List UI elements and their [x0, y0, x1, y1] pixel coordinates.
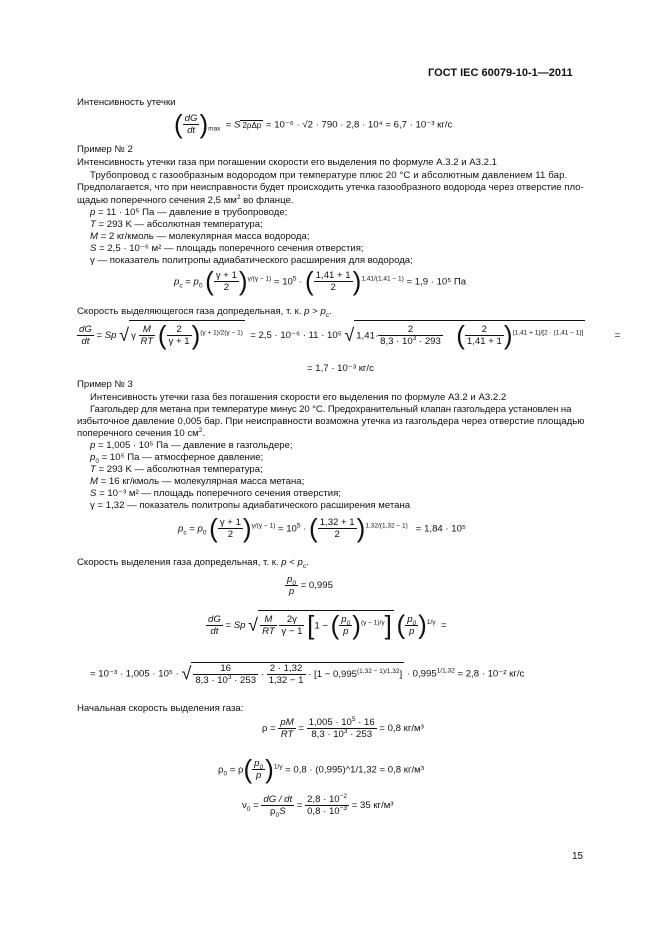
formula-3-end: =	[614, 329, 621, 341]
text-line: Интенсивность утечки	[77, 97, 176, 108]
formula-6-end: =	[440, 619, 447, 631]
param-t: T = 293 K — абсолютная температура;	[90, 219, 263, 230]
text-fragment: Скорость выделяющегося газа допредельная, т. к.	[77, 306, 305, 317]
formula-5: $\frac{p_0}{p}$ = 0,995	[287, 574, 333, 598]
text-fragment: = 11 · 10⁵ Па — давление в трубопроводе;	[95, 207, 288, 218]
formula-10: $\nu_0$ = $\frac{dG / dt}{\rho_0S}$ = $\frac{2,8 \cdot 10^{-2}}{0,8 \cdot 10^{-3}}$ = 35 кг/м³	[242, 792, 394, 819]
text-fragment: = 16 кг/кмоль — молекулярная масса метана;	[98, 476, 305, 487]
formula-7-rhs: = 2,8 · 10⁻² кг/с	[457, 668, 525, 680]
text-line: избыточное давление 0,005 бар. При неисправности возможна утечка из газгольдера через отверстие площадью	[77, 416, 585, 427]
param-p: p = 1,005 · 10⁵ Па — давление в газгольдере;	[90, 440, 293, 451]
formula-3-result: = 1,7 · 10⁻³ кг/с	[307, 363, 374, 374]
param-p: p = 11 · 10⁵ Па — давление в трубопроводе;	[90, 207, 288, 218]
text-fragment: = 293 K — абсолютная температура;	[95, 464, 263, 475]
formula-1: ( $\frac{dG}{dt}$ )$_{max} = S$ 2ρΔp = 10⁻⁶ · √2 · 790 · 2,8 · 10⁴ = 6,7 · 10⁻³ кг/с	[174, 109, 453, 139]
text-fragment: = 2,5 · 10⁻⁶ м² — площадь поперечного сечения отверстия;	[96, 243, 364, 254]
text-line: Начальная скорость выделения газа:	[77, 703, 244, 714]
param-gamma: γ = 1,32 — показатель политропы адиабатического расширения метана	[90, 500, 411, 511]
text-line: Скорость выделяющегося газа допредельная, т. к. $p > p_c$.	[77, 306, 332, 319]
text-fragment: Скорость выделения газа допредельная, т. к.	[77, 557, 282, 568]
document-header: ГОСТ IEC 60079-10-1—2011	[428, 67, 573, 79]
formula-4: $p_c = p_0$ ( $\frac{\gamma + 1}{2}$ )$^{\gamma/(\gamma - 1)} = 10^5$ · ( $\frac{1,32 + 1}{2}$ )$^{1,32/(1,32 - 1)}$ = 1,84 · 10⁵	[178, 513, 466, 543]
formula-8-rhs: = 0,8 кг/м³	[379, 723, 424, 735]
formula-1-rhs: = 10⁻⁶ · √2 · 790 · 2,8 · 10⁴ = 6,7 · 10⁻³ кг/с	[265, 119, 453, 131]
text-line: Интенсивность утечки газа без погашения скорости его выделения по формуле А3.2 и А3.2.2	[90, 392, 507, 403]
text-line: Скорость выделения газа допредельная, т. к. $p < p_c$.	[77, 557, 309, 570]
param-s: S = 10⁻³ м² — площадь поперечного сечения отверстия;	[90, 488, 341, 499]
text-line: Предполагается, что при неисправности будет происходить утечка газообразного водорода через отверстие пло-	[77, 182, 584, 193]
text-fragment: .	[202, 428, 206, 439]
text-line: Интенсивность утечки газа при погашении скорости его выделения по формуле А.3.2 и А3.2.1	[77, 157, 497, 168]
formula-9: $\rho_0 = \rho$( $\frac{p_0}{p}$ )$^{1/\gamma}$ = 0,8 · (0,995)^1/1,32 = 0,8 кг/м³	[218, 754, 424, 784]
formula-5-rhs: = 0,995	[300, 580, 333, 592]
param-s: S = 2,5 · 10⁻⁶ м² — площадь поперечного сечения отверстия;	[90, 243, 364, 254]
param-m: M = 2 кг/кмоль — молекулярная масса водорода;	[90, 231, 310, 242]
text-line: щадью поперечного сечения 2,5 $мм^2$ во фланце.	[77, 193, 294, 206]
text-fragment: щадью поперечного сечения 2,5 мм	[77, 195, 237, 206]
formula-8: ρ = $\frac{pM}{RT}$ = $\frac{1,005 \cdot 10^5 \cdot 16}{8,3 \cdot 10^3 \cdot 253}$ = 0,8 кг/м³	[262, 715, 424, 741]
page-number: 15	[572, 851, 584, 862]
formula-2: $p_c = p_0$ ( $\frac{\gamma + 1}{2}$ )$^{\gamma/(\gamma - 1)} = 10^5$ · ( $\frac{1,41 + 1}{2}$ )$^{1,41/(1,41 - 1)}$ = 1,9 · 10⁵ Па	[174, 266, 467, 296]
text-line: поперечного сечения 10 $см^2$.	[77, 426, 206, 439]
text-fragment: = 10⁵ Па — атмосферное давление;	[98, 452, 264, 463]
formula-3-mid: = 2,5 · 10⁻⁶ · 11 · 10⁵	[250, 329, 342, 341]
text-fragment: поперечного сечения 10 см	[77, 428, 199, 439]
example-2-title: Пример № 2	[77, 144, 133, 155]
formula-6: $\frac{dG}{dt}$ = Sp √ $\frac{M}{RT}$ $\frac{2\gamma}{\gamma - 1}$ [1 − ( $\frac{p_0}{p}$ )$^{(\gamma - 1)/\gamma}$] ( $\frac{p_0}{p}$ )$^{1/\gamma}$ =	[208, 609, 447, 640]
text-fragment: во фланце.	[240, 195, 294, 206]
text-line: Трубопровод с газообразным водородом при температуре плюс 20 °С и абсолютным давлением 11 бар.	[90, 170, 568, 181]
formula-3: $\frac{dG}{dt}$ = Sp √ γ $\frac{M}{RT}$ ( $\frac{2}{\gamma + 1}$ )$^{(\gamma + 1)/2(\gamma - 1)}$ = 2,5 · 10⁻⁶ · 11 · 10⁵ √ 1,41· $\frac{2}{8,3 \cdot 10^3 \cdot 293}$ ( $\frac{2}{1,41 + 1}$ )$^{(1,41 + 1)/[2 \cdot (1,41 - 1)]}$ =	[79, 320, 621, 350]
text-fragment: = 2 кг/кмоль — молекулярная масса водорода;	[98, 231, 310, 242]
param-gamma: γ — показатель политропы адиабатического расширения для водорода;	[90, 255, 413, 266]
formula-7-lhs: = 10⁻³ · 1,005 · 10⁵ ·	[90, 668, 179, 680]
param-m: M = 16 кг/кмоль — молекулярная масса метана;	[90, 476, 305, 487]
text-line: Газгольдер для метана при температуре минус 20 °С. Предохранительный клапан газгольдера установлен на	[90, 404, 572, 415]
formula-4-rhs: = 1,84 · 10⁵	[415, 523, 466, 535]
text-fragment: = 10⁻³ м² — площадь поперечного сечения отверстия;	[96, 488, 341, 499]
formula-7: = 10⁻³ · 1,005 · 10⁵ · √ $\frac{16}{8,3 \cdot 10^3 \cdot 253}$ · $\frac{2 \cdot 1,32}{1,32 - 1}$ · $[1 - 0,995^{(1,32 - 1)/1,32}] \cdot 0,995^{1/1,32} = 2,8 \cdot 10^{-2}$ кг/с	[90, 663, 525, 687]
formula-2-rhs: = 1,9 · 10⁵ Па	[406, 276, 467, 288]
text-fragment: = 1,005 · 10⁵ Па — давление в газгольдере;	[95, 440, 293, 451]
example-3-title: Пример № 3	[77, 379, 133, 390]
formula-10-rhs: = 35 кг/м³	[351, 800, 394, 812]
param-t: T = 293 K — абсолютная температура;	[90, 464, 263, 475]
formula-9-rhs: = 0,8 · (0,995)^1/1,32 = 0,8 кг/м³	[285, 764, 424, 776]
text-fragment: = 293 K — абсолютная температура;	[95, 219, 263, 230]
param-p0: $p_0 = 10^5$ Па — атмосферное давление;	[90, 452, 264, 465]
